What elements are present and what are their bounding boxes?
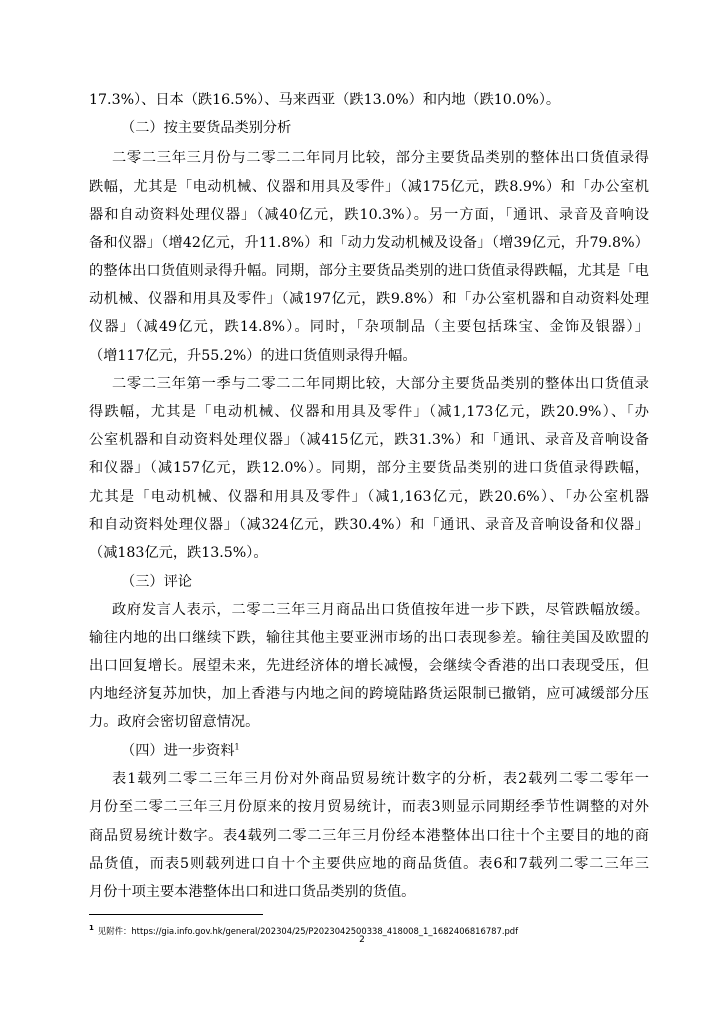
paragraph-line: 二零二三年第一季与二零二二年同期比较，大部分主要货品类别的整体出口货值录 [112, 376, 649, 392]
footnote-reference[interactable]: 1 [234, 742, 240, 752]
paragraph-line: 政府发言人表示，二零二三年三月商品出口货值按年进一步下跌，尽管跌幅放缓。 [112, 602, 649, 618]
page-number: 2 [359, 935, 365, 945]
paragraph-line: 月份十项主要本港整体出口和进口货品类别的货值。 [89, 884, 416, 900]
footnote-divider [89, 914, 263, 915]
paragraph-line: 和仪器」（减157亿元，跌12.0%）。同期，部分主要货品类别的进口货值录得跌幅， [89, 460, 649, 476]
paragraph-line: （增117亿元，升55.2%）的进口货值则录得升幅。 [89, 348, 417, 364]
section-heading [121, 741, 240, 761]
paragraph-line: 输往内地的出口继续下跌，输往其他主要亚洲市场的出口表现参差。输往美国及欧盟的 [89, 630, 649, 646]
paragraph-line: 商品贸易统计数字。表4载列二零二三年三月份经本港整体出口往十个主要目的地的商 [89, 828, 649, 844]
paragraph-line: （减183亿元，跌13.5%）。 [89, 545, 268, 561]
section-heading: （三）评论 [121, 574, 192, 590]
body-text-line: 17.3%）、日本（跌16.5%）、马来西亚（跌13.0%）和内地（跌10.0%）。 [89, 92, 561, 108]
paragraph-line: 内地经济复苏加快，加上香港与内地之间的跨境陆路货运限制已撤销，应可减缓部分压 [89, 686, 649, 702]
paragraph-line: 出口回复增长。展望未来，先进经济体的增长减慢，会继续令香港的出口表现受压，但 [89, 658, 649, 674]
footnote-number: 1 [89, 924, 94, 932]
paragraph-line: 尤其是「电动机械、仪器和用具及零件」（减1,163亿元，跌20.6%）、「办公室机器 [89, 489, 649, 505]
paragraph-line: 和自动资料处理仪器」（减324亿元，跌30.4%）和「通讯、录音及音响设备和仪器」 [89, 517, 649, 533]
paragraph-line: 品货值，而表5则载列进口自十个主要供应地的商品货值。表6和7载列二零二三年三 [89, 856, 649, 872]
paragraph-line: 得跌幅，尤其是「电动机械、仪器和用具及零件」（减1,173亿元，跌20.9%）、「办 [89, 404, 649, 420]
paragraph-line: 的整体出口货值则录得升幅。同期，部分主要货品类别的进口货值录得跌幅，尤其是「电 [89, 263, 649, 279]
paragraph-line: 力。政府会密切留意情况。 [89, 714, 260, 730]
paragraph-line: 仪器」（减49亿元，跌14.8%）。同时，「杂项制品（主要包括珠宝、金饰及银器）」 [89, 319, 649, 335]
paragraph-line: 表1载列二零二三年三月份对外商品贸易统计数字的分析，表2载列二零二零年一 [112, 771, 649, 787]
footnote-link[interactable]: 见附件：https://gia.info.gov.hk/general/202304/25/P2023042500338_418008_1_1682406816787.pdf [97, 925, 519, 936]
paragraph-line: 公室机器和自动资料处理仪器」（减415亿元，跌31.3%）和「通讯、录音及音响设备 [89, 432, 649, 448]
paragraph-line: 器和自动资料处理仪器」（减40亿元，跌10.3%）。另一方面，「通讯、录音及音响设 [89, 207, 649, 223]
paragraph-line: 二零二三年三月份与二零二二年同月比较，部分主要货品类别的整体出口货值录得 [112, 150, 649, 166]
paragraph-line: 备和仪器」（增42亿元，升11.8%）和「动力发动机械及设备」（增39亿元，升79.8%） [89, 235, 649, 251]
paragraph-line: 动机械、仪器和用具及零件」（减197亿元，跌9.8%）和「办公室机器和自动资料处理 [89, 291, 649, 307]
paragraph-line: 跌幅，尤其是「电动机械、仪器和用具及零件」（减175亿元，跌8.9%）和「办公室机 [89, 179, 649, 195]
section-heading-text: （四）进一步资料 [121, 743, 235, 759]
paragraph-line: 月份至二零二三年三月份原来的按月贸易统计，而表3则显示同期经季节性调整的对外 [89, 799, 649, 815]
section-heading: （二）按主要货品类别分析 [121, 120, 292, 136]
